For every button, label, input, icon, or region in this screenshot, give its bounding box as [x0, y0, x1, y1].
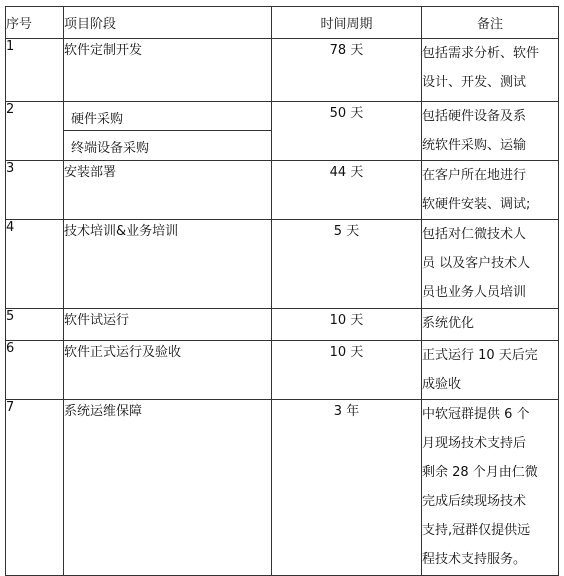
- row-duration: 5 天: [272, 220, 422, 309]
- table-row: [6, 400, 559, 576]
- row-note: [422, 309, 559, 341]
- note-line: 包括需求分析、软件: [422, 46, 540, 61]
- row-stage-split: [64, 102, 272, 161]
- row-index: 5: [6, 309, 64, 341]
- row-note: [422, 400, 559, 576]
- table-row: [6, 102, 559, 161]
- note-line: 在客户所在地进行: [422, 168, 527, 183]
- note-line: 包括对仁微技术人: [422, 227, 527, 242]
- row-index: 3: [6, 161, 64, 220]
- note-line: 设计、开发、测试: [422, 75, 527, 90]
- row-stage: 软件正式运行及验收: [64, 341, 272, 400]
- header-index: 序号: [6, 7, 64, 39]
- note-line: 包括硬件设备及系: [422, 109, 527, 124]
- note-line: 支持,冠群仅提供远: [422, 523, 531, 538]
- table-header-row: [6, 7, 559, 39]
- row-stage: 硬件采购: [71, 112, 124, 127]
- header-note: 备注: [422, 7, 559, 39]
- header-duration: 时间周期: [272, 7, 422, 39]
- row-stage: 软件定制开发: [64, 39, 272, 102]
- row-stage: 终端设备采购: [64, 130, 271, 158]
- row-index: 2: [6, 102, 64, 161]
- project-schedule-table: [5, 6, 559, 576]
- row-stage: 技术培训&业务培训: [64, 220, 272, 309]
- note-line: 员 以及客户技术人: [422, 256, 531, 271]
- row-duration: 44 天: [272, 161, 422, 220]
- row-duration: 10 天: [272, 309, 422, 341]
- row-duration: 10 天: [272, 341, 422, 400]
- row-index: 4: [6, 220, 64, 309]
- note-line: 剩余 28 个月由仁微: [422, 465, 538, 480]
- row-note: [422, 341, 559, 400]
- note-line: 软硬件安装、调试;: [422, 197, 531, 212]
- note-line: 中软冠群提供 6 个: [422, 407, 530, 422]
- row-stage: 系统运维保障: [64, 400, 272, 576]
- row-index: 1: [6, 39, 64, 102]
- note-line: 月现场技术支持后: [422, 436, 527, 451]
- table-row: [6, 309, 559, 341]
- row-index: 7: [6, 400, 64, 576]
- table-row: [6, 220, 559, 309]
- note-line: 员也业务人员培训: [422, 285, 527, 300]
- header-stage: 项目阶段: [64, 7, 272, 39]
- row-duration: 78 天: [272, 39, 422, 102]
- note-line: 完成后续现场技术: [422, 494, 527, 509]
- note-line: 程技术支持服务。: [422, 552, 527, 567]
- note-line: 系统优化: [422, 316, 475, 331]
- row-note: [422, 102, 559, 161]
- row-duration: 3 年: [272, 400, 422, 576]
- note-line: 成验收: [422, 377, 462, 392]
- row-index: 6: [6, 341, 64, 400]
- row-note: [422, 39, 559, 102]
- row-duration: 50 天: [272, 102, 422, 161]
- row-note: [422, 220, 559, 309]
- row-stage: 安装部署: [64, 161, 272, 220]
- table-row: [6, 39, 559, 102]
- table-row: [6, 341, 559, 400]
- row-note: [422, 161, 559, 220]
- row-stage: 软件试运行: [64, 309, 272, 341]
- table-row: [6, 161, 559, 220]
- note-line: 统软件采购、运输: [422, 138, 527, 153]
- note-line: 正式运行 10 天后完: [422, 348, 538, 363]
